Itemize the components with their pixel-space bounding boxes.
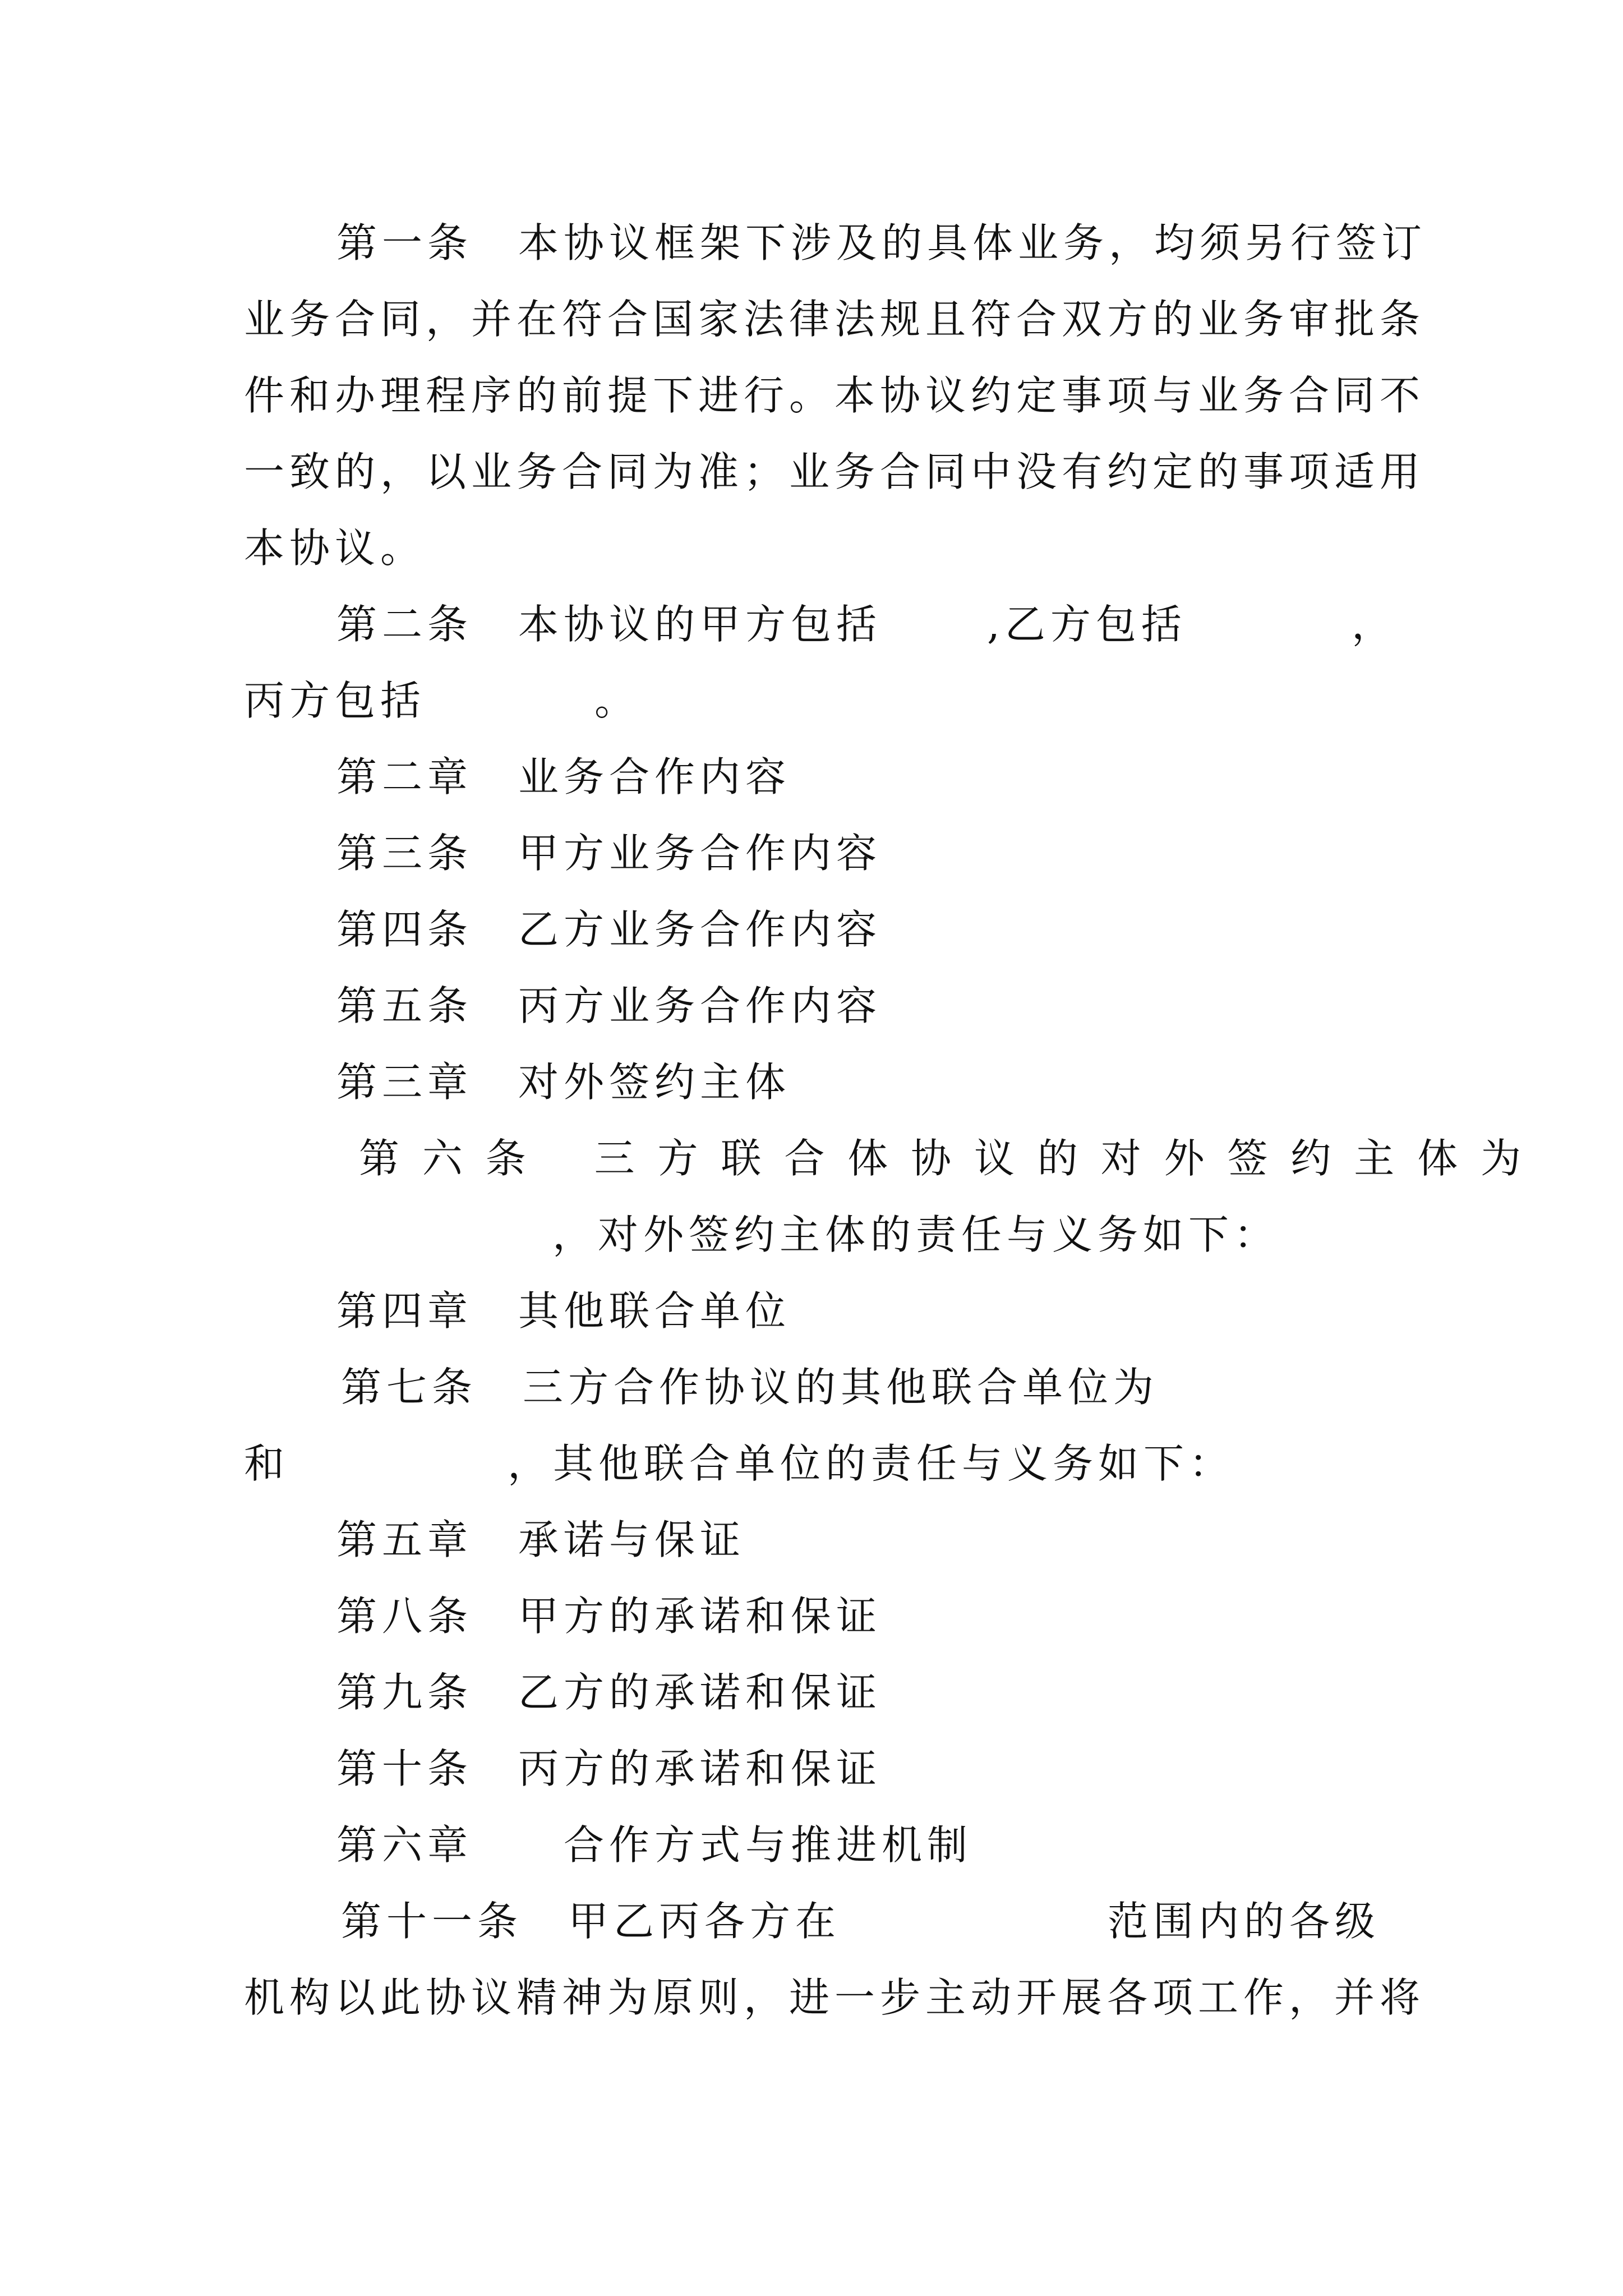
article-10: 第十条 丙方的承诺和保证 [336,1745,882,1792]
article-5: 第五条 丙方业务合作内容 [336,982,882,1029]
article-2-line-2: 丙方包括 。 [244,677,640,724]
article-11-line-1: 第十一条 甲乙丙各方在 范围内的各级 [341,1898,1381,1945]
article-6-line-2: ，对外签约主体的责任与义务如下： [552,1211,1280,1258]
chapter-5-heading: 第五章 承诺与保证 [336,1516,746,1563]
article-7-line-2: 和 ，其他联合单位的责任与义务如下： [244,1440,1235,1487]
article-1-line-1: 第一条 本协议框架下涉及的具体业务，均须另行签订 [336,219,1427,266]
article-7-line-1: 第七条 三方合作协议的其他联合单位为 [341,1364,1159,1411]
chapter-2-heading: 第二章 业务合作内容 [336,753,791,800]
article-1-line-2: 业务合同，并在符合国家法律法规且符合双方的业务审批条 [244,296,1426,343]
chapter-3-heading: 第三章 对外签约主体 [336,1059,791,1106]
chapter-6-heading: 第六章 合作方式与推进机制 [336,1821,973,1869]
chapter-4-heading: 第四章 其他联合单位 [336,1287,791,1335]
article-8: 第八条 甲方的承诺和保证 [336,1593,882,1640]
article-9: 第九条 乙方的承诺和保证 [336,1669,882,1716]
article-1-line-5: 本协议。 [244,524,426,572]
article-11-line-2: 机构以此协议精神为原则，进一步主动开展各项工作，并将 [244,1974,1426,2021]
article-1-line-4: 一致的，以业务合同为准；业务合同中没有约定的事项适用 [244,448,1426,495]
article-4: 第四条 乙方业务合作内容 [336,906,882,953]
article-3: 第三条 甲方业务合作内容 [336,830,882,877]
article-6-line-1: 第 六 条 三 方 联 合 体 协 议 的 对 外 签 约 主 体 为 [359,1135,1527,1182]
article-2-line-1: 第二条 本协议的甲方包括 ,乙方包括 ， [336,601,1398,648]
article-1-line-3: 件和办理程序的前提下进行。本协议约定事项与业务合同不 [244,372,1426,419]
